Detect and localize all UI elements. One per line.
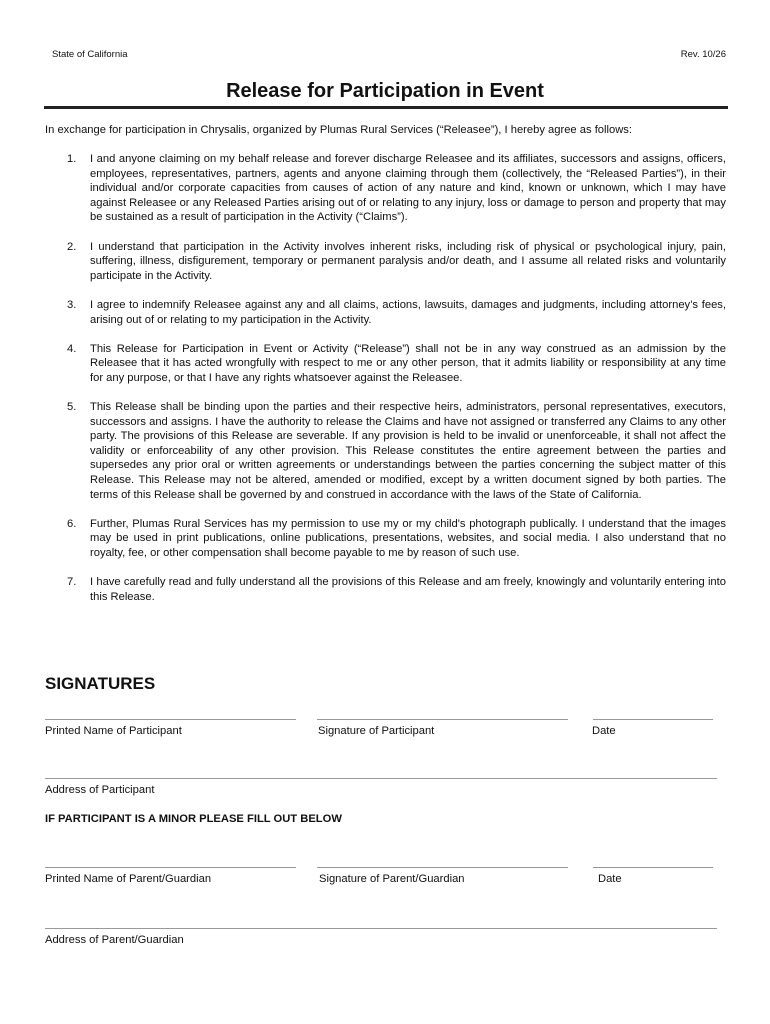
clause-text: I and anyone claiming on my behalf release and forever discharge Releasee and its affiliates, successors and assigns, officers, employees, representatives, partners, agents and anyone claiming through them (collectively, the “Released Parties”), in their individual and/or corporate capacities from causes of action of any nature and kind, known or unknown, which I may have against Releasee or any Released Parties arising out of or relating to any injury, loss or damage to person and property that may be sustained as a result of participation in the Activity (“Claims”). <box>90 153 726 224</box>
intro-paragraph: In exchange for participation in Chrysalis, organized by Plumas Rural Services (“Releasee”), I hereby agree as follows: <box>45 124 632 136</box>
signatures-heading: SIGNATURES <box>45 674 156 693</box>
participant-date-label: Date <box>592 725 616 737</box>
clause-text: I agree to indemnify Releasee against any and all claims, actions, lawsuits, damages and judgments, including attorney’s fees, arising out of or relating to my participation in the Activity. <box>90 298 726 326</box>
clause-text: Further, Plumas Rural Services has my permission to use my or my child's photograph publically. I understand that the images may be used in print publications, online publications, presentations, websites, and social media. I also understand that no royalty, fee, or other compensation shall become payable to me by reason of such use. <box>90 517 726 560</box>
clause-item <box>44 575 726 604</box>
guardian-printed-name-label: Printed Name of Parent/Guardian <box>45 873 212 885</box>
clause-number: 6. <box>67 517 77 530</box>
clause-text: I understand that participation in the Activity involves inherent risks, including risk of physical or psychological injury, pain, suffering, illness, disfigurement, temporary or permanent paralysis and/or death, and I assume all related risks and voluntarily participate in the Activity. <box>90 240 726 282</box>
participant-address-label: Address of Participant <box>45 784 155 796</box>
participant-printed-name-line[interactable] <box>45 719 296 720</box>
guardian-date-line[interactable] <box>593 867 713 868</box>
clause-item <box>44 240 726 284</box>
clause-item <box>44 342 726 386</box>
clause-number: 4. <box>67 342 77 355</box>
clause-item <box>44 517 726 561</box>
guardian-printed-name-line[interactable] <box>45 867 296 868</box>
clause-item <box>44 152 726 225</box>
guardian-signature-label: Signature of Parent/Guardian <box>319 873 465 885</box>
clause-text: This Release shall be binding upon the parties and their respective heirs, administrators, personal representatives, executors, successors and assigns. I have the authority to release the Claims and have not assigned or transferred any Claims to any other party. The provisions of this Release are severable. If any provision is held to be invalid or unenforceable, it shall not affect the validity or enforceability of any other provision. This Release constitutes the entire agreement between the parties and supersedes any prior oral or written agreements or understandings between the parties concerning the subject matter of this Release. This Release may not be altered, amended or modified, except by a written document signed by both parties. The terms of this Release shall be governed by and construed in accordance with the laws of the State of California. <box>90 401 726 501</box>
participant-signature-label: Signature of Participant <box>318 725 435 737</box>
participant-printed-name-label: Printed Name of Participant <box>45 725 182 737</box>
page-title: Release for Participation in Event <box>226 80 544 102</box>
clause-list <box>44 152 726 619</box>
participant-signature-line[interactable] <box>317 719 568 720</box>
title-divider <box>44 106 728 109</box>
clause-text: This Release for Participation in Event or Activity (“Release”) shall not be in any way construed as an admission by the Releasee that it has acted wrongfully with respect to me or any other person, that it admits liability or responsibility at any time for any purpose, or that I have any rights whatsoever against the Releasee. <box>90 342 726 384</box>
clause-number: 1. <box>67 153 77 165</box>
clause-item <box>44 400 726 502</box>
guardian-signature-line[interactable] <box>317 867 568 868</box>
guardian-address-line[interactable] <box>45 928 717 929</box>
state-label: State of California <box>52 49 128 60</box>
clause-text: I have carefully read and fully understand all the provisions of this Release and am freely, knowingly and voluntarily entering into this Release. <box>90 576 726 603</box>
guardian-date-label: Date <box>598 873 622 885</box>
revision-label: Rev. 10/26 <box>680 49 726 60</box>
clause-item <box>44 298 726 327</box>
clause-number: 2. <box>67 240 77 253</box>
participant-address-line[interactable] <box>45 778 717 779</box>
minor-section-heading: IF PARTICIPANT IS A MINOR PLEASE FILL OUT BELOW <box>45 813 342 825</box>
participant-date-line[interactable] <box>593 719 713 720</box>
clause-number: 7. <box>67 576 77 589</box>
clause-number: 3. <box>67 298 77 311</box>
guardian-address-label: Address of Parent/Guardian <box>45 934 184 946</box>
clause-number: 5. <box>67 401 77 414</box>
